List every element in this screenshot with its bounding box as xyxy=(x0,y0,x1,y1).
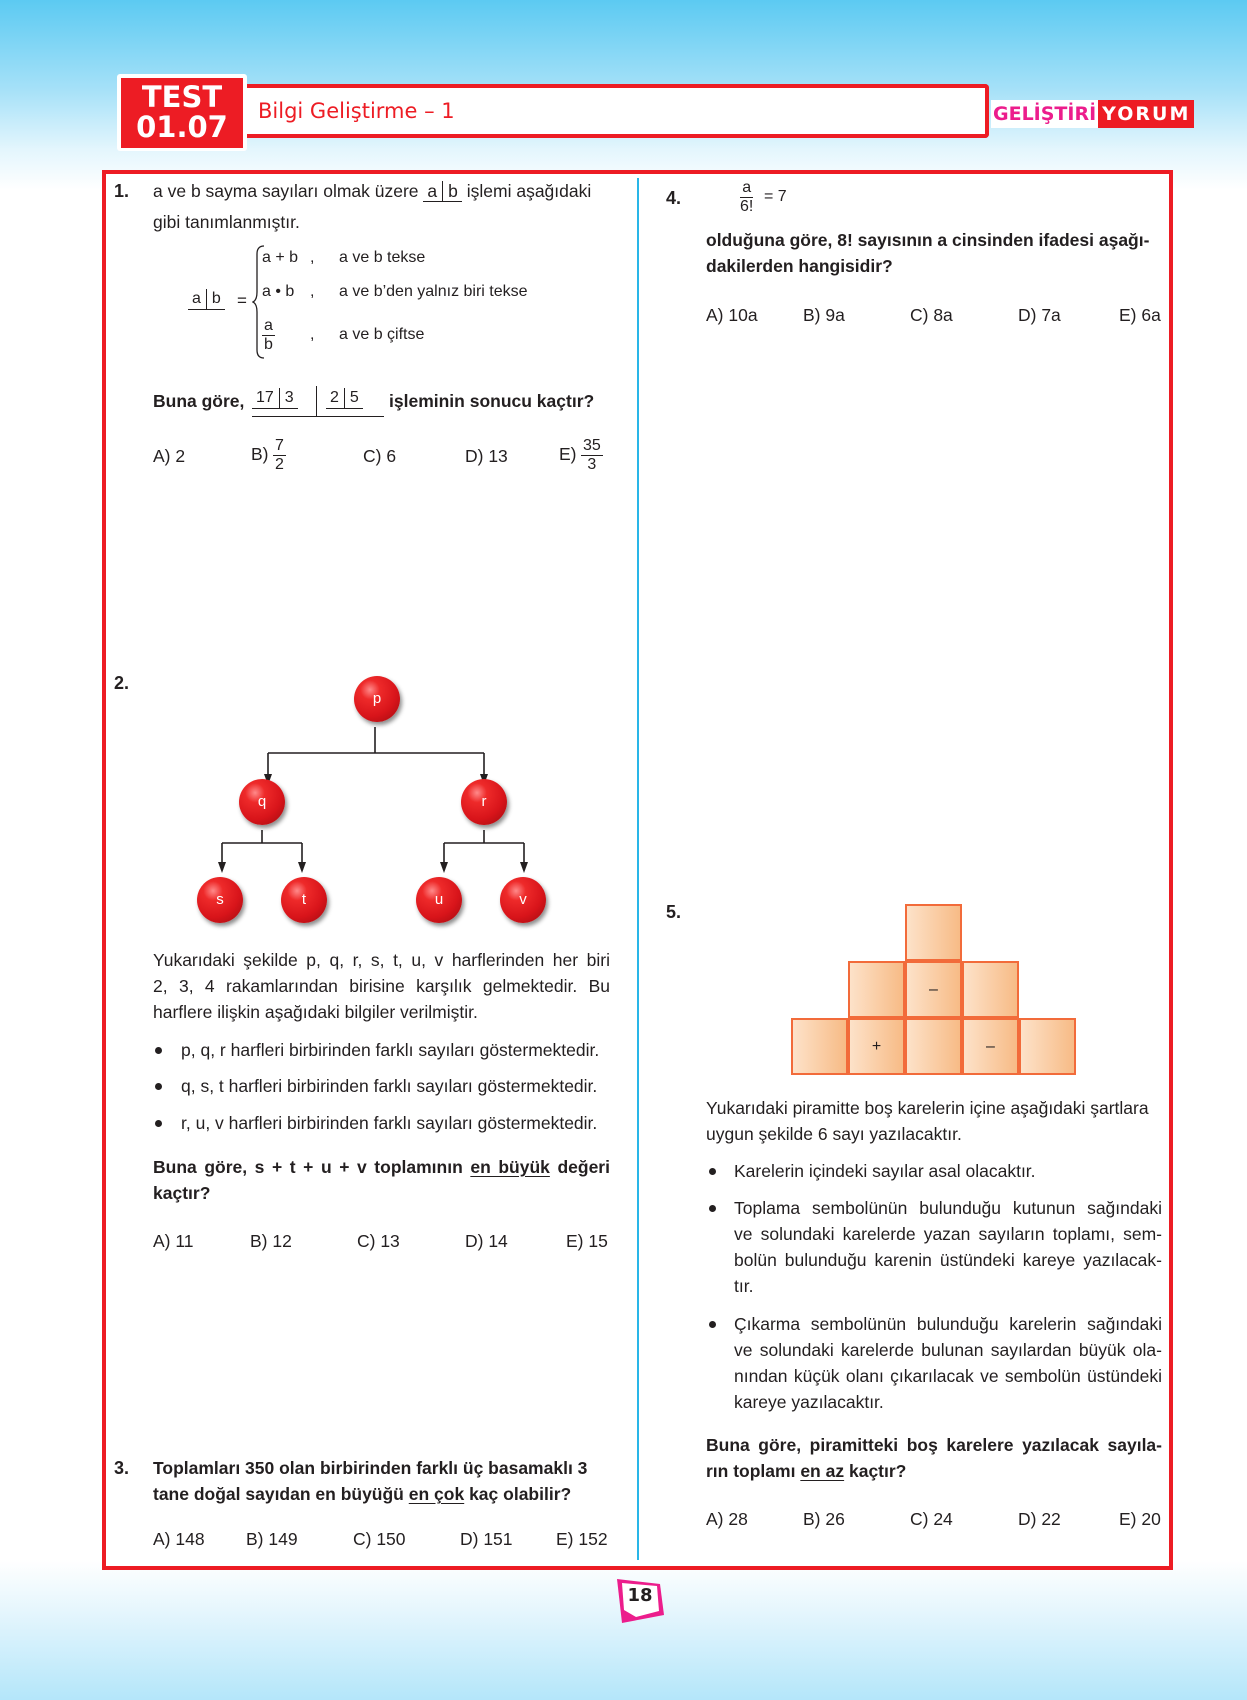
tree-node-q: q xyxy=(239,779,285,825)
bullet-text: tır. xyxy=(734,1276,754,1296)
bullet-text: Toplama sembolünün bulunduğu kutunun sağındaki xyxy=(734,1198,1162,1218)
option-a[interactable]: A) 10a xyxy=(706,305,758,325)
emphasis: en az xyxy=(800,1461,845,1481)
option-e[interactable]: E) 15 xyxy=(566,1231,608,1251)
question-prompt: işleminin sonucu kaçtır? xyxy=(389,391,595,411)
pyramid-cell xyxy=(848,961,905,1018)
fraction-denominator: 3 xyxy=(587,456,597,473)
paragraph-line: uygun şekilde 6 sayı yazılacaktır. xyxy=(706,1124,962,1144)
bullet-text: r, u, v harfleri birbirinden farklı sayıları göstermektedir. xyxy=(181,1113,598,1133)
option-label: E) xyxy=(559,443,577,464)
question-prompt: dakilerden hangisidir? xyxy=(706,256,893,276)
pyramid-cell-minus: – xyxy=(962,1018,1019,1075)
brand-part-1: GELİŞTİRİ xyxy=(991,100,1098,128)
pyramid-cell xyxy=(791,1018,848,1075)
brand-part-2: YORUM xyxy=(1098,100,1194,128)
tree-connectors xyxy=(0,0,640,900)
option-b[interactable]: B) 9a xyxy=(803,305,845,325)
bullet-text: kareye yazılacaktır. xyxy=(734,1392,884,1412)
page-title: Bilgi Geliştirme – 1 xyxy=(258,99,455,123)
fraction-denominator: b xyxy=(264,336,273,353)
case-comma: , xyxy=(310,326,315,343)
given-fraction xyxy=(740,179,753,216)
bullet-text: Çıkarma sembolünün bulunduğu karelerin sağındaki xyxy=(734,1314,1162,1334)
option-label: B) xyxy=(251,443,269,464)
fraction-denominator: 6! xyxy=(740,198,754,215)
paragraph-line: harflere ilişkin aşağıdaki bilgiler verilmiştir. xyxy=(153,1002,478,1022)
pyramid-cell-minus: – xyxy=(905,961,962,1018)
text-span: değeri xyxy=(557,1157,610,1177)
bullet-text: nından küçük olanı çıkarılacak ve sembolün üstündeki xyxy=(734,1366,1162,1386)
pyramid-cell xyxy=(905,904,962,961)
option-b[interactable]: B) 26 xyxy=(803,1509,845,1529)
paragraph-line: 2, 3, 4 rakamlarından birisine karşılık gelmektedir. Bu xyxy=(153,976,610,996)
equation-rhs: = 7 xyxy=(764,188,787,205)
option-c[interactable]: C) 150 xyxy=(353,1529,406,1549)
op-a: a xyxy=(427,181,438,201)
tree-node-r: r xyxy=(461,779,507,825)
case-expr: a + b xyxy=(262,249,299,266)
bullet-text: Karelerin içindeki sayılar asal olacaktır. xyxy=(734,1161,1036,1181)
page-number: 18 xyxy=(627,1585,653,1606)
question-prompt xyxy=(153,1481,571,1507)
question-prompt: Toplamları 350 olan birbirinden farklı üç basamaklı 3 xyxy=(153,1458,588,1478)
case-condition: a ve b’den yalnız biri tekse xyxy=(339,283,528,300)
case-condition: a ve b tekse xyxy=(339,249,426,266)
case-condition: a ve b çiftse xyxy=(339,326,425,343)
text-span: tane doğal sayıdan en büyüğü xyxy=(153,1484,404,1504)
case-comma: , xyxy=(310,283,315,300)
question-prompt xyxy=(153,1154,610,1180)
tree-node-v: v xyxy=(500,877,546,923)
option-d[interactable]: D) 7a xyxy=(1018,305,1061,325)
text-span: işlemi aşağıdaki xyxy=(466,181,592,201)
option-a[interactable]: A) 28 xyxy=(706,1509,748,1529)
option-a[interactable]: A) 148 xyxy=(153,1529,205,1549)
pyramid-cell xyxy=(962,961,1019,1018)
question-number: 5. xyxy=(666,902,682,922)
fraction-numerator: 35 xyxy=(582,437,601,454)
bullet-text: ve solundaki karelerde yazan sayıların toplamı, sem- xyxy=(734,1224,1162,1244)
brand-logo xyxy=(991,100,1194,128)
text-span: rın toplamı xyxy=(706,1461,796,1481)
test-label: TEST xyxy=(141,80,223,114)
fraction-numerator: a xyxy=(264,317,273,334)
option-e[interactable]: E) 152 xyxy=(556,1529,608,1549)
bullet-icon xyxy=(709,1168,716,1175)
tree-node-u: u xyxy=(416,877,462,923)
pyramid-cell xyxy=(905,1018,962,1075)
option-d[interactable]: D) 14 xyxy=(465,1231,508,1251)
question-text: gibi tanımlanmıştır. xyxy=(153,212,300,232)
bullet-icon xyxy=(709,1205,716,1212)
option-b[interactable]: B) 149 xyxy=(246,1529,298,1549)
paragraph-line: Yukarıdaki şekilde p, q, r, s, t, u, v harflerinden her biri xyxy=(153,950,610,970)
option-d[interactable]: D) 13 xyxy=(465,446,508,466)
tree-node-s: s xyxy=(197,877,243,923)
question-number: 3. xyxy=(114,1458,130,1478)
question-prompt: Buna göre, xyxy=(153,391,245,411)
question-number: 2. xyxy=(114,673,130,693)
page-number-badge xyxy=(616,1577,664,1623)
bullet-icon xyxy=(155,1083,162,1090)
paragraph-line: Yukarıdaki piramitte boş karelerin içine aşağıdaki şartlara xyxy=(706,1098,1149,1118)
question-prompt: kaçtır? xyxy=(153,1183,211,1203)
op-a: 2 xyxy=(330,389,339,406)
bullet-text: q, s, t harfleri birbirinden farklı sayıları göstermektedir. xyxy=(181,1076,598,1096)
option-c[interactable]: C) 13 xyxy=(357,1231,400,1251)
text-span: a ve b sayma sayıları olmak üzere xyxy=(153,181,419,201)
option-e[interactable]: E) 20 xyxy=(1119,1509,1161,1529)
emphasis: en çok xyxy=(408,1484,465,1504)
text-span: kaçtır? xyxy=(848,1461,907,1481)
case-comma: , xyxy=(310,249,315,266)
bullet-icon xyxy=(155,1047,162,1054)
question-number: 4. xyxy=(666,188,682,208)
bullet-text: ve solundaki karelerde bulunan sayılardan büyük ola- xyxy=(734,1340,1162,1360)
question-prompt: olduğuna göre, 8! sayısının a cinsinden ifadesi aşağı- xyxy=(706,230,1150,250)
tree-node-t: t xyxy=(281,877,327,923)
test-number: 01.07 xyxy=(136,110,228,144)
op-a: a xyxy=(192,290,201,307)
fraction-denominator: 2 xyxy=(274,456,284,473)
tree-node-p: p xyxy=(354,676,400,722)
option-a[interactable]: A) 2 xyxy=(153,446,186,466)
option-d[interactable]: D) 22 xyxy=(1018,1509,1061,1529)
case-expr: a • b xyxy=(262,283,295,300)
bullet-icon xyxy=(709,1321,716,1328)
op-b: 3 xyxy=(284,389,294,406)
bullet-text: p, q, r harfleri birbirinden farklı sayıları göstermektedir. xyxy=(181,1040,600,1060)
option-c[interactable]: C) 8a xyxy=(910,305,953,325)
fraction-numerator: a xyxy=(740,179,753,198)
question-prompt xyxy=(706,1458,906,1484)
text-span: Buna göre, s + t + u + v toplamının xyxy=(153,1157,463,1177)
fraction-numerator: 7 xyxy=(274,437,284,454)
bullet-icon xyxy=(155,1120,162,1127)
op-a: 17 xyxy=(256,389,274,406)
op-b: 5 xyxy=(349,389,359,406)
emphasis: en büyük xyxy=(470,1157,550,1177)
option-c[interactable]: C) 24 xyxy=(910,1509,953,1529)
pyramid-cell-plus: + xyxy=(848,1018,905,1075)
option-c[interactable]: C) 6 xyxy=(363,446,397,466)
question-prompt: Buna göre, piramitteki boş karelere yazılacak sayıla- xyxy=(706,1435,1162,1455)
bullet-text: bolün bulunduğu karenin üstündeki kareye yazılacak- xyxy=(734,1250,1162,1270)
text-span: kaç olabilir? xyxy=(469,1484,572,1504)
option-a[interactable]: A) 11 xyxy=(153,1231,194,1251)
pyramid-cell xyxy=(1019,1018,1076,1075)
option-e[interactable]: E) 6a xyxy=(1119,305,1161,325)
op-b: b xyxy=(211,290,221,307)
equals-sign: = xyxy=(237,291,247,310)
question-number: 1. xyxy=(114,181,130,201)
op-b: b xyxy=(448,181,458,201)
option-b[interactable]: B) 12 xyxy=(250,1231,292,1251)
option-d[interactable]: D) 151 xyxy=(460,1529,513,1549)
